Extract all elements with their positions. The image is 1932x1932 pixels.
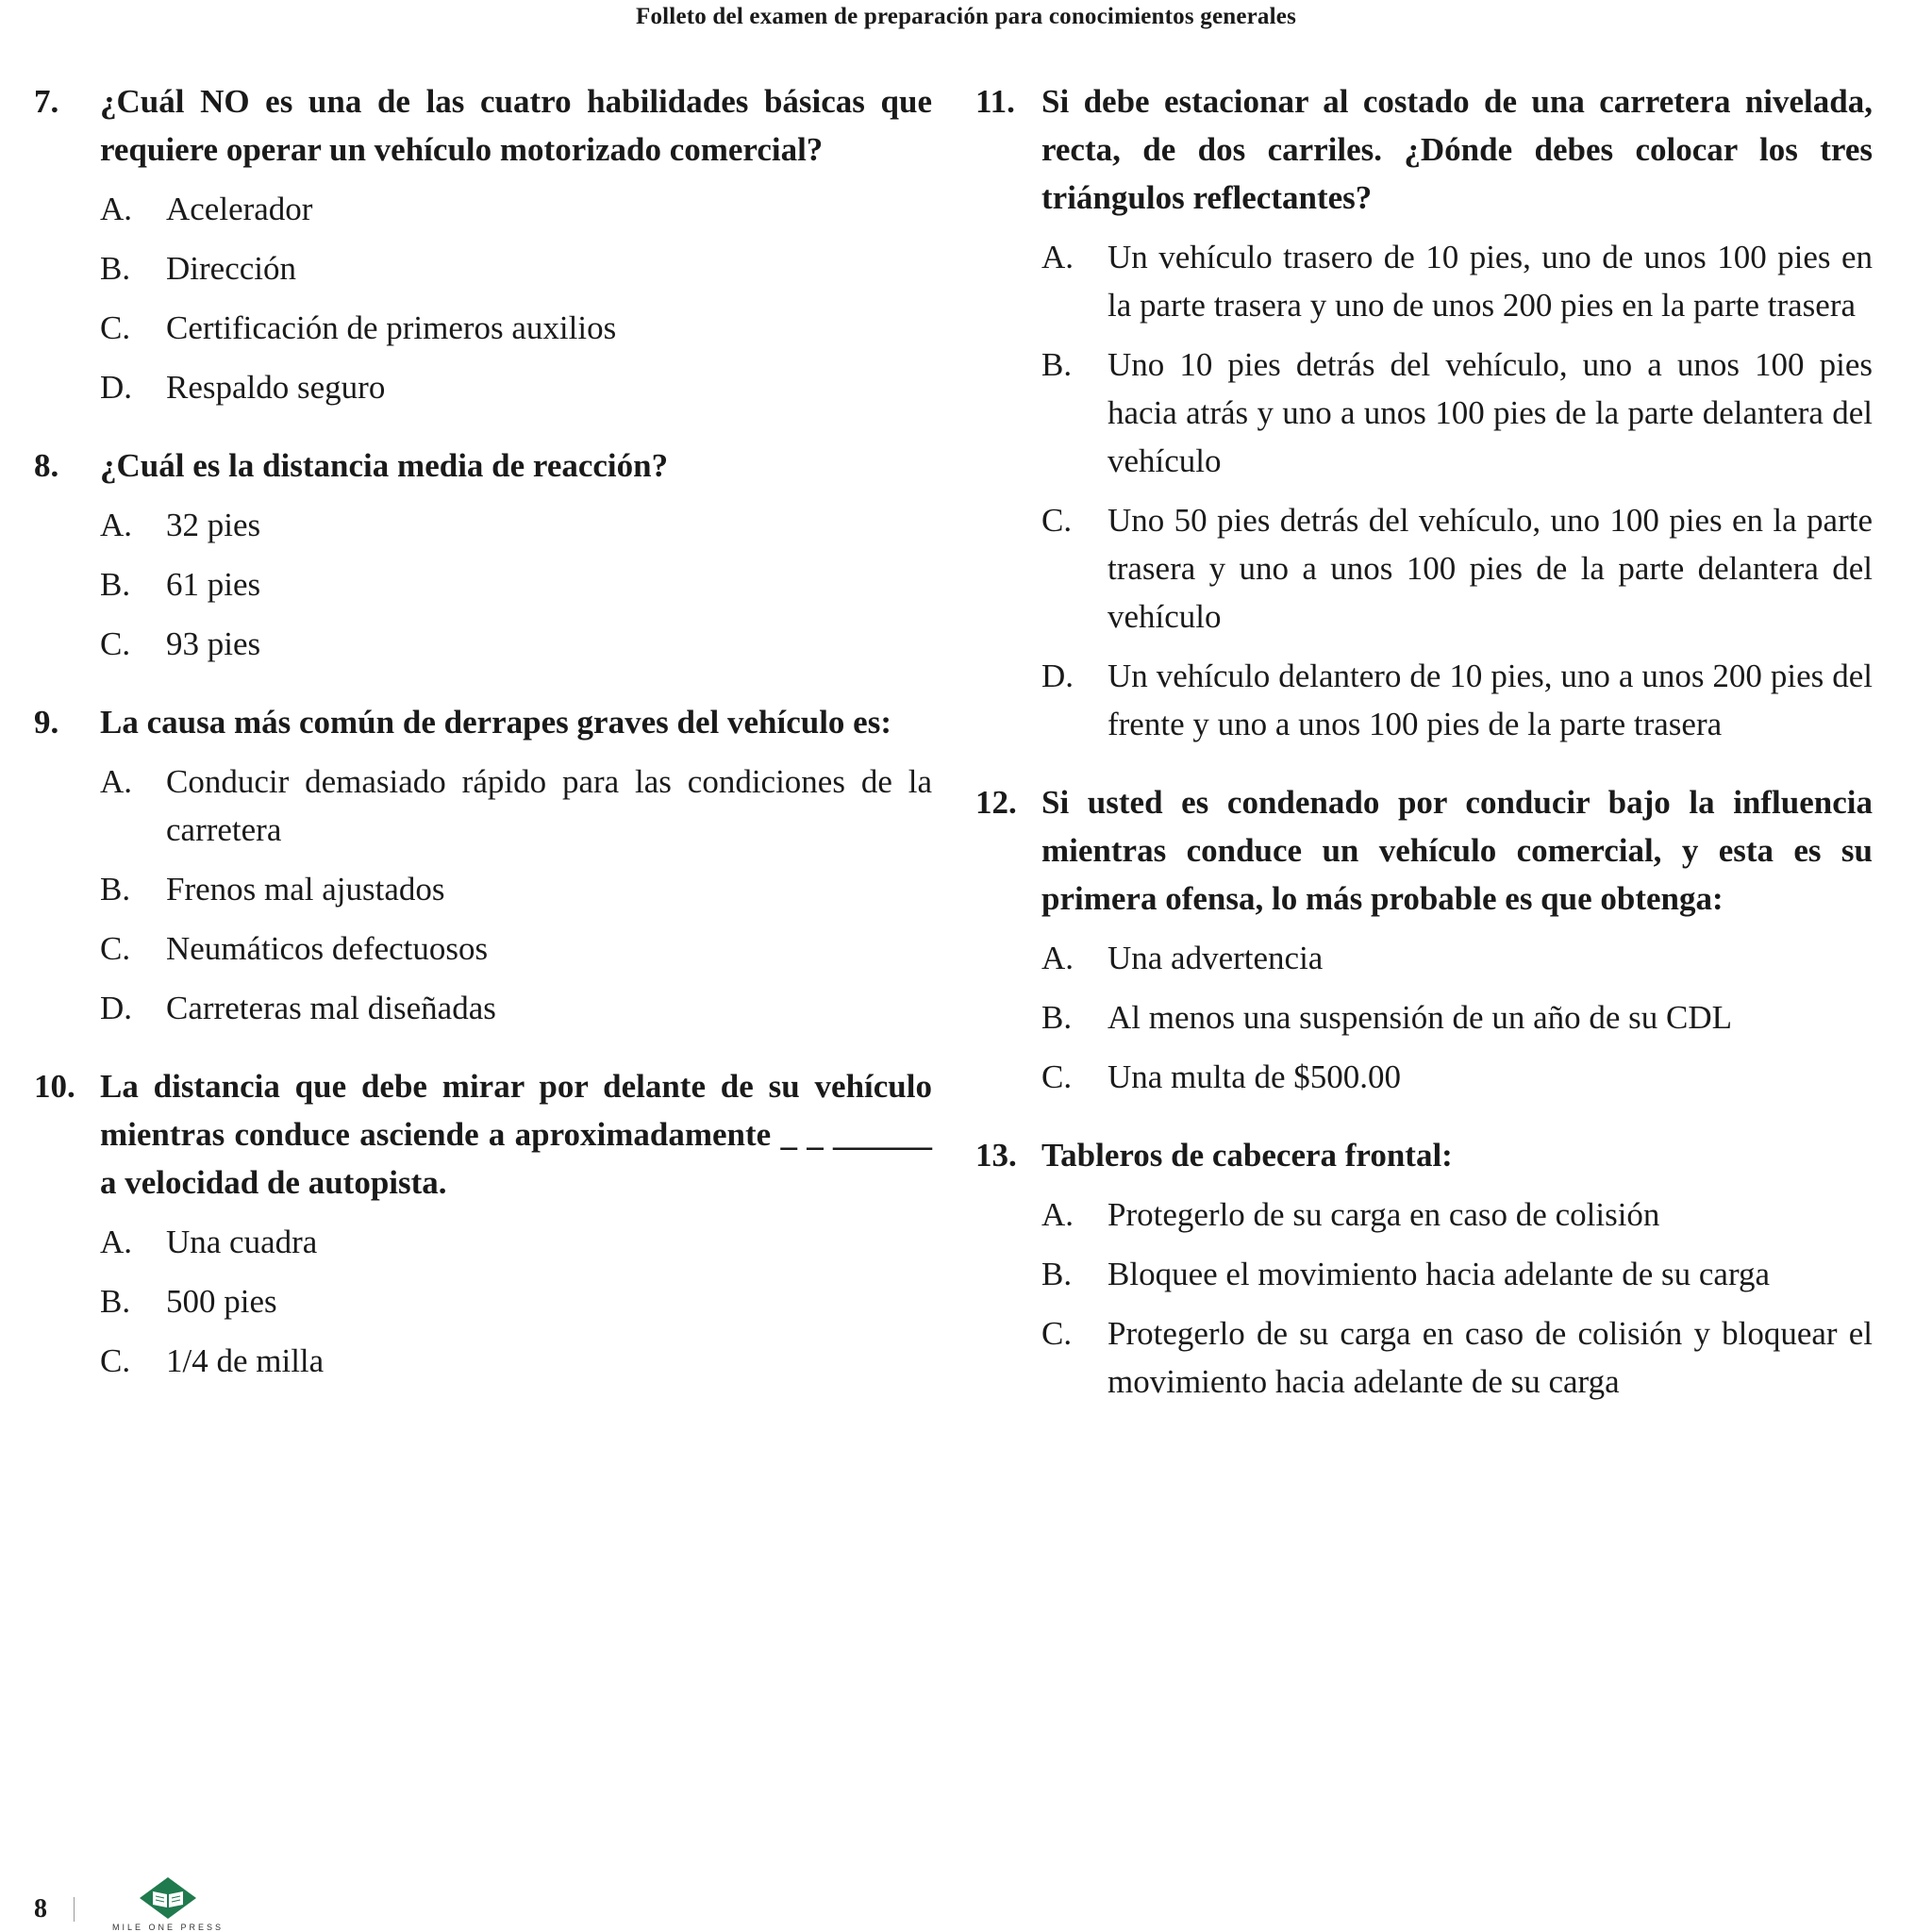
question-text: La distancia que debe mirar por delante de su vehículo mientras conduce asciende a aproximadamente _ _ ______ a velocidad de autopista.: [100, 1068, 932, 1201]
option-text: Una multa de $500.00: [1108, 1058, 1402, 1095]
answer-option: [100, 363, 932, 411]
option-text: Bloquee el movimiento hacia adelante de su carga: [1108, 1256, 1770, 1292]
option-text: Una advertencia: [1108, 940, 1324, 976]
option-text: Conducir demasiado rápido para las condiciones de la carretera: [166, 763, 932, 848]
option-text: Dirección: [166, 250, 296, 287]
option-text: Una cuadra: [166, 1224, 318, 1260]
option-text: 1/4 de milla: [166, 1342, 325, 1379]
footer-divider: [74, 1897, 75, 1922]
answer-option: [1041, 934, 1873, 982]
option-text: Protegerlo de su carga en caso de colisión y bloquear el movimiento hacia adelante de su carga: [1108, 1315, 1873, 1400]
question-block: [975, 1131, 1873, 1406]
answer-option: [100, 185, 932, 233]
option-text: Un vehículo delantero de 10 pies, uno a unos 200 pies del frente y uno a unos 100 pies de la parte trasera: [1108, 658, 1873, 742]
answer-option: [100, 758, 932, 854]
option-text: 500 pies: [166, 1283, 277, 1320]
answer-options: [1041, 1191, 1873, 1406]
answer-option: [1041, 341, 1873, 485]
option-letter: C.: [1041, 1058, 1073, 1095]
question-text: ¿Cuál es la distancia media de reacción?: [100, 447, 669, 484]
option-letter: B.: [100, 566, 131, 603]
option-text: Neumáticos defectuosos: [166, 930, 489, 967]
option-text: Protegerlo de su carga en caso de colisión: [1108, 1196, 1660, 1233]
page-number: 8: [34, 1894, 47, 1924]
publisher-logo: [107, 1887, 229, 1932]
option-text: Respaldo seguro: [166, 369, 386, 406]
option-text: 93 pies: [166, 625, 261, 662]
left-column: [34, 77, 932, 1415]
option-letter: A.: [100, 191, 133, 227]
question-text: Si debe estacionar al costado de una carretera nivelada, recta, de dos carriles. ¿Dónde debes colocar los tres triángulos reflectantes?: [1041, 83, 1873, 216]
question-heading: [34, 1062, 932, 1207]
question-text: Si usted es condenado por conducir bajo la influencia mientras conduce un vehículo comercial, y esta es su primera ofensa, lo más probable es que obtenga:: [1041, 784, 1873, 917]
answer-option: [100, 1277, 932, 1325]
answer-option: [100, 924, 932, 973]
open-book-icon: [138, 1875, 198, 1921]
option-letter: A.: [100, 763, 133, 800]
answer-option: [1041, 1053, 1873, 1101]
question-block: [34, 1062, 932, 1385]
question-block: [34, 441, 932, 668]
option-text: Carreteras mal diseñadas: [166, 990, 496, 1026]
publisher-name: MILE ONE PRESS: [111, 1923, 225, 1932]
answer-option: [100, 620, 932, 668]
option-letter: B.: [1041, 346, 1073, 383]
option-text: Acelerador: [166, 191, 313, 227]
answer-option: [100, 560, 932, 608]
question-heading: [34, 698, 932, 746]
answer-option: [1041, 652, 1873, 748]
question-heading: [975, 778, 1873, 923]
option-text: Uno 10 pies detrás del vehículo, uno a unos 100 pies hacia atrás y uno a unos 100 pies de la parte delantera del vehículo: [1108, 346, 1873, 479]
question-text: Tableros de cabecera frontal:: [1041, 1137, 1453, 1174]
option-letter: C.: [1041, 1315, 1073, 1352]
question-number: 9.: [34, 704, 59, 741]
option-letter: D.: [100, 369, 133, 406]
answer-option: [1041, 1309, 1873, 1406]
option-letter: B.: [100, 871, 131, 908]
question-number: 10.: [34, 1068, 75, 1105]
answer-option: [1041, 993, 1873, 1041]
question-heading: [34, 77, 932, 174]
option-text: Frenos mal ajustados: [166, 871, 445, 908]
answer-option: [100, 304, 932, 352]
answer-option: [100, 865, 932, 913]
question-text: ¿Cuál NO es una de las cuatro habilidades básicas que requiere operar un vehículo motorizado comercial?: [100, 83, 932, 168]
option-letter: A.: [1041, 940, 1074, 976]
question-number: 11.: [975, 83, 1015, 120]
logo-diamond: [140, 1877, 196, 1919]
option-text: Al menos una suspensión de un año de su CDL: [1108, 999, 1733, 1036]
question-number: 12.: [975, 784, 1017, 821]
option-letter: D.: [100, 990, 133, 1026]
option-letter: C.: [100, 625, 131, 662]
answer-option: [1041, 1250, 1873, 1298]
answer-option: [1041, 1191, 1873, 1239]
answer-option: [1041, 233, 1873, 329]
answer-options: [1041, 233, 1873, 748]
right-column: [975, 77, 1873, 1436]
question-block: [975, 77, 1873, 748]
option-letter: C.: [100, 930, 131, 967]
question-number: 8.: [34, 447, 59, 484]
answer-options: [100, 1218, 932, 1385]
question-block: [34, 77, 932, 411]
question-heading: [34, 441, 932, 490]
option-letter: B.: [1041, 999, 1073, 1036]
question-number: 13.: [975, 1137, 1017, 1174]
answer-option: [100, 984, 932, 1032]
option-letter: A.: [1041, 1196, 1074, 1233]
option-text: 32 pies: [166, 507, 261, 543]
option-letter: A.: [100, 1224, 133, 1260]
question-heading: [975, 77, 1873, 222]
option-letter: A.: [1041, 239, 1074, 275]
question-block: [34, 698, 932, 1032]
option-letter: B.: [100, 250, 131, 287]
option-letter: D.: [1041, 658, 1074, 694]
answer-options: [100, 185, 932, 411]
question-text: La causa más común de derrapes graves del vehículo es:: [100, 704, 891, 741]
running-header: Folleto del examen de preparación para conocimientos generales: [635, 4, 1297, 29]
option-letter: C.: [100, 1342, 131, 1379]
option-letter: B.: [1041, 1256, 1073, 1292]
option-letter: C.: [100, 309, 131, 346]
option-text: 61 pies: [166, 566, 261, 603]
question-block: [975, 778, 1873, 1101]
option-letter: B.: [100, 1283, 131, 1320]
answer-options: [100, 758, 932, 1032]
option-letter: A.: [100, 507, 133, 543]
answer-option: [100, 244, 932, 292]
answer-option: [1041, 496, 1873, 641]
option-text: Certificación de primeros auxilios: [166, 309, 617, 346]
answer-options: [1041, 934, 1873, 1101]
option-text: Uno 50 pies detrás del vehículo, uno 100 pies en la parte trasera y uno a unos 100 pies de la parte delantera del vehículo: [1108, 502, 1873, 635]
option-letter: C.: [1041, 502, 1073, 539]
question-heading: [975, 1131, 1873, 1179]
answer-option: [100, 1337, 932, 1385]
answer-option: [100, 501, 932, 549]
answer-options: [100, 501, 932, 668]
page-footer: [34, 1887, 229, 1932]
option-text: Un vehículo trasero de 10 pies, uno de unos 100 pies en la parte trasera y uno de unos 200 pies en la parte trasera: [1108, 239, 1873, 324]
question-number: 7.: [34, 83, 59, 120]
answer-option: [100, 1218, 932, 1266]
